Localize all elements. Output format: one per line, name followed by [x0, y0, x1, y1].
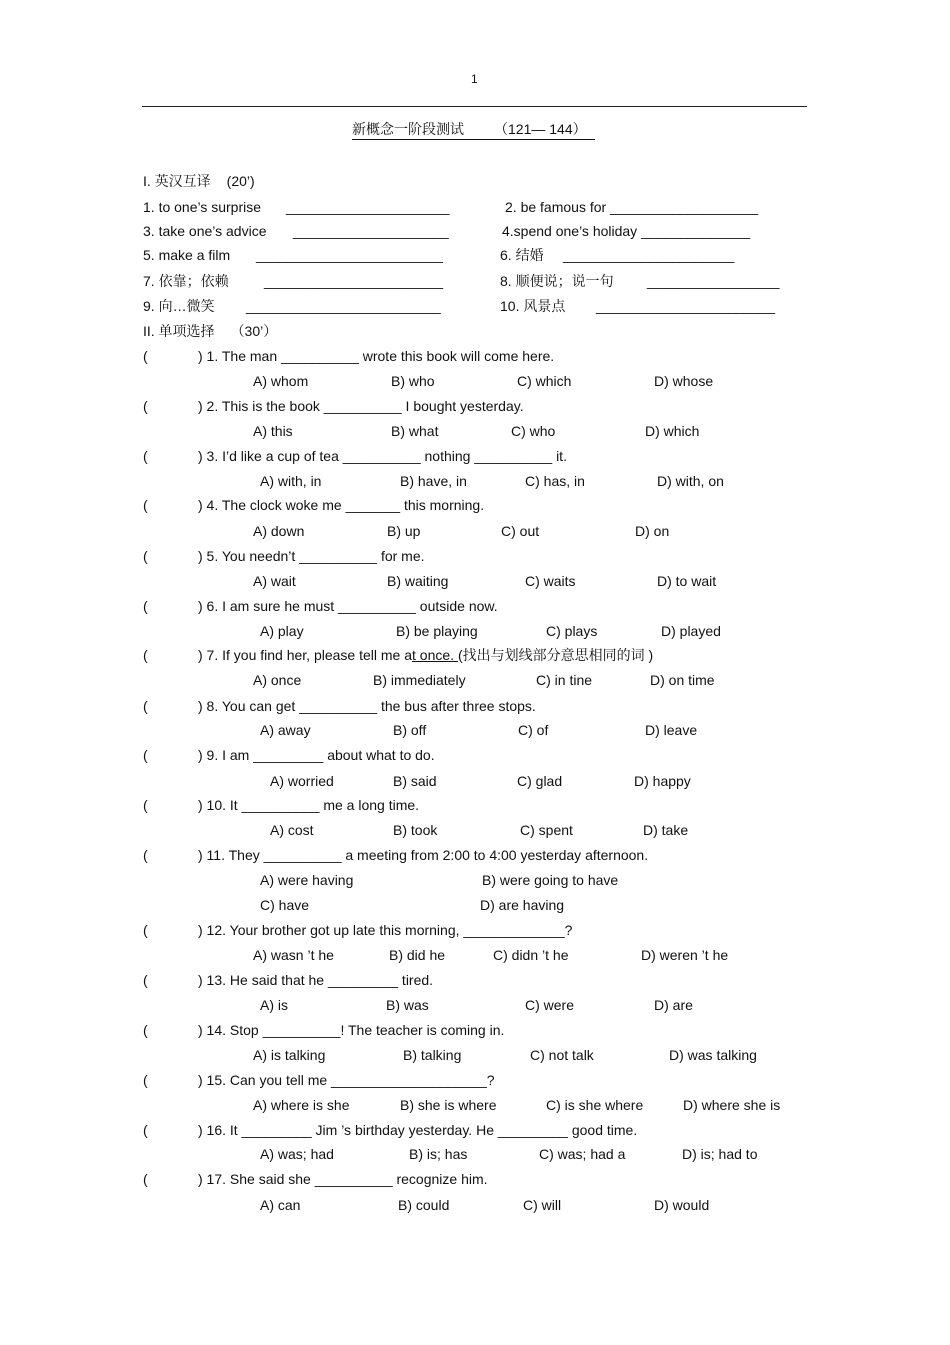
option-c[interactable]: C) has, in [525, 473, 585, 489]
vocab-item: 7. 依靠；依赖 [143, 273, 229, 289]
answer-bracket[interactable]: ( [143, 598, 148, 614]
option-b[interactable]: B) off [393, 722, 427, 738]
option-d[interactable]: D) was talking [669, 1047, 757, 1063]
question-stem: ) 16. It _________ Jim ’s birthday yesterday. He _________ good time. [198, 1122, 638, 1138]
option-a[interactable]: A) away [260, 722, 311, 738]
option-b[interactable]: B) is; has [409, 1146, 468, 1162]
answer-bracket[interactable]: ( [143, 972, 148, 988]
question-stem: ) 1. The man __________ wrote this book will come here. [198, 348, 555, 364]
option-d[interactable]: D) are [654, 997, 693, 1013]
vocab-blank[interactable]: ______________________ [563, 247, 735, 263]
answer-bracket[interactable]: ( [143, 797, 148, 813]
option-a[interactable]: A) once [253, 672, 302, 688]
answer-bracket[interactable]: ( [143, 1022, 148, 1038]
option-a[interactable]: A) this [253, 423, 293, 439]
option-b[interactable]: B) were going to have [482, 872, 619, 888]
option-d[interactable]: D) with, on [657, 473, 724, 489]
option-b[interactable]: B) who [391, 373, 435, 389]
option-d[interactable]: D) on time [650, 672, 715, 688]
option-c[interactable]: C) out [501, 523, 540, 539]
option-d[interactable]: D) weren ’t he [641, 947, 729, 963]
option-d[interactable]: D) happy [634, 773, 691, 789]
answer-bracket[interactable]: ( [143, 922, 148, 938]
option-a[interactable]: A) can [260, 1197, 301, 1213]
vocab-blank[interactable]: _________________ [647, 273, 780, 289]
option-a[interactable]: A) where is she [253, 1097, 350, 1113]
answer-bracket[interactable]: ( [143, 1072, 148, 1088]
option-b[interactable]: B) she is where [400, 1097, 497, 1113]
vocab-item: 6. 结婚 [500, 247, 544, 263]
option-c[interactable]: C) was; had a [539, 1146, 626, 1162]
option-c[interactable]: C) plays [546, 623, 598, 639]
option-b[interactable]: B) up [387, 523, 421, 539]
vocab-blank[interactable]: ________________________ [256, 247, 443, 263]
option-c[interactable]: C) which [517, 373, 572, 389]
option-c[interactable]: C) who [511, 423, 556, 439]
option-b[interactable]: B) did he [389, 947, 446, 963]
option-a[interactable]: A) cost [270, 822, 314, 838]
vocab-item: 1. to one’s surprise [143, 199, 262, 215]
option-a[interactable]: A) whom [253, 373, 309, 389]
vocab-item: 8. 顺便说；说一句 [500, 273, 614, 289]
option-b[interactable]: B) talking [403, 1047, 462, 1063]
option-a[interactable]: A) down [253, 523, 305, 539]
page-number: 1 [471, 72, 478, 86]
answer-bracket[interactable]: ( [143, 847, 148, 863]
answer-bracket[interactable]: ( [143, 448, 148, 464]
option-d[interactable]: D) on [635, 523, 670, 539]
option-c[interactable]: C) in tine [536, 672, 593, 688]
vocab-blank[interactable]: _______________________ [264, 273, 444, 289]
answer-bracket[interactable]: ( [143, 647, 148, 663]
option-a[interactable]: A) were having [260, 872, 354, 888]
section-1-points: (20’) [226, 173, 255, 189]
question-stem: ) 12. Your brother got up late this morning, _____________? [198, 922, 573, 938]
vocab-item: 10. 风景点 [500, 298, 566, 314]
answer-bracket[interactable]: ( [143, 497, 148, 513]
option-b[interactable]: B) said [393, 773, 437, 789]
option-c[interactable]: C) didn ’t he [493, 947, 569, 963]
option-a[interactable]: A) was; had [260, 1146, 334, 1162]
answer-bracket[interactable]: ( [143, 548, 148, 564]
option-d[interactable]: D) to wait [657, 573, 717, 589]
option-d[interactable]: D) is; had to [682, 1146, 758, 1162]
vocab-blank[interactable]: ____________________ [293, 223, 449, 239]
question-stem: ) 17. She said she __________ recognize him. [198, 1171, 488, 1187]
option-a[interactable]: A) worried [270, 773, 334, 789]
option-c[interactable]: C) waits [525, 573, 576, 589]
answer-bracket[interactable]: ( [143, 398, 148, 414]
question-stem: ) 2. This is the book __________ I bought yesterday. [198, 398, 524, 414]
option-a[interactable]: A) is [260, 997, 288, 1013]
answer-bracket[interactable]: ( [143, 348, 148, 364]
vocab-item: 2. be famous for ___________________ [505, 199, 758, 215]
question-stem: ) 4. The clock woke me _______ this morning. [198, 497, 485, 513]
option-c[interactable]: C) will [523, 1197, 562, 1213]
option-b[interactable]: B) waiting [387, 573, 449, 589]
option-a[interactable]: A) wasn ’t he [253, 947, 334, 963]
option-d[interactable]: D) are having [480, 897, 565, 913]
vocab-blank[interactable]: _____________________ [286, 199, 450, 215]
option-b[interactable]: B) be playing [396, 623, 478, 639]
option-c[interactable]: C) is she where [546, 1097, 644, 1113]
question-stem: ) 3. I’d like a cup of tea __________ nothing __________ it. [198, 448, 567, 464]
option-c[interactable]: C) of [518, 722, 549, 738]
answer-bracket[interactable]: ( [143, 1171, 148, 1187]
question-stem: ) 9. I am _________ about what to do. [198, 747, 435, 763]
vocab-item: 5. make a film [143, 247, 231, 263]
vocab-item: 3. take one’s advice [143, 223, 267, 239]
option-a[interactable]: A) is talking [253, 1047, 326, 1063]
answer-bracket[interactable]: ( [143, 698, 148, 714]
option-c[interactable]: C) spent [520, 822, 573, 838]
option-c[interactable]: C) glad [517, 773, 563, 789]
option-d[interactable]: D) leave [645, 722, 698, 738]
question-stem: ) 10. It __________ me a long time. [198, 797, 420, 813]
header-rule [142, 106, 807, 107]
option-c[interactable]: C) not talk [530, 1047, 594, 1063]
title-main: 新概念一阶段测试 [352, 121, 464, 137]
question-stem: ) 5. You needn’t __________ for me. [198, 548, 425, 564]
section-2-heading: II. 单项选择 （30’） [143, 323, 278, 339]
vocab-item: 4.spend one’s holiday ______________ [502, 223, 751, 239]
option-c[interactable]: C) were [525, 997, 575, 1013]
option-d[interactable]: D) played [661, 623, 721, 639]
option-a[interactable]: A) play [260, 623, 304, 639]
question-stem: ) 14. Stop __________! The teacher is coming in. [198, 1022, 505, 1038]
option-b[interactable]: B) took [393, 822, 438, 838]
option-d[interactable]: D) whose [654, 373, 714, 389]
answer-bracket[interactable]: ( [143, 747, 148, 763]
title-range: （121— 144） [494, 121, 587, 137]
question-stem: ) 11. They __________ a meeting from 2:00 to 4:00 yesterday afternoon. [198, 847, 649, 863]
option-a[interactable]: A) wait [253, 573, 296, 589]
question-stem: ) 7. If you find her, please tell me at once. (找出与划线部分意思相同的词 ) [198, 647, 654, 663]
option-b[interactable]: B) immediately [373, 672, 466, 688]
option-a[interactable]: A) with, in [260, 473, 322, 489]
underlined-phrase: t once. [412, 647, 458, 663]
page-title [352, 120, 595, 140]
option-d[interactable]: D) which [645, 423, 700, 439]
option-d[interactable]: D) take [643, 822, 689, 838]
question-stem: ) 8. You can get __________ the bus after three stops. [198, 698, 536, 714]
vocab-item: 9. 向…微笑 [143, 298, 215, 314]
question-stem: ) 13. He said that he _________ tired. [198, 972, 434, 988]
option-d[interactable]: D) would [654, 1197, 710, 1213]
question-stem: ) 6. I am sure he must __________ outside now. [198, 598, 498, 614]
vocab-blank[interactable]: _________________________ [246, 298, 441, 314]
section-1-heading: I. 英汉互译 (20’) [143, 173, 255, 189]
option-d[interactable]: D) where she is [683, 1097, 781, 1113]
answer-bracket[interactable]: ( [143, 1122, 148, 1138]
question-stem: ) 15. Can you tell me ____________________? [198, 1072, 495, 1088]
vocab-blank[interactable]: ______________ [641, 223, 751, 239]
vocab-blank[interactable]: _______________________ [596, 298, 776, 314]
option-b[interactable]: B) could [398, 1197, 450, 1213]
vocab-blank[interactable]: ___________________ [610, 199, 758, 215]
option-c[interactable]: C) have [260, 897, 310, 913]
section-2-points: （30’） [230, 323, 278, 339]
option-b[interactable]: B) was [386, 997, 429, 1013]
option-b[interactable]: B) what [391, 423, 439, 439]
option-b[interactable]: B) have, in [400, 473, 467, 489]
